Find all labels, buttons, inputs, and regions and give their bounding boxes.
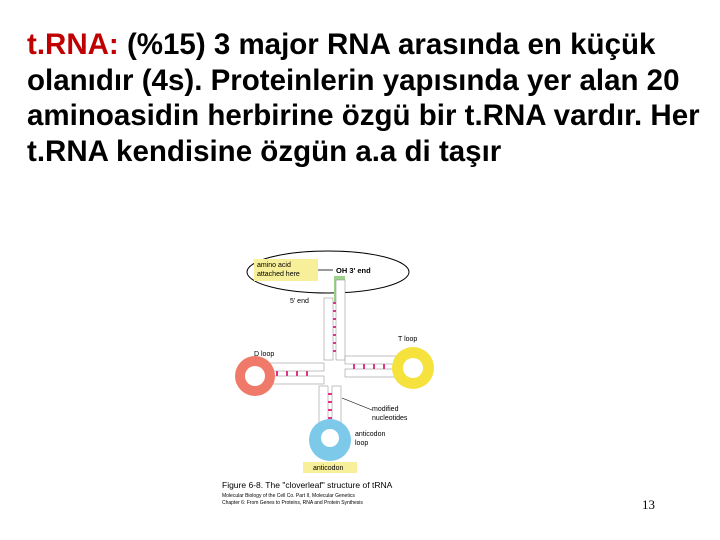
oh-three-prime-label: OH 3' end — [336, 266, 371, 275]
trna-cloverleaf-figure — [220, 248, 450, 510]
anticodon-label: anticodon — [313, 465, 344, 472]
five-prime-label: 5' end — [290, 298, 309, 305]
page-number: 13 — [642, 497, 655, 512]
anticodon-loop-center — [321, 429, 339, 447]
t-loop-label: T loop — [398, 336, 418, 343]
d-loop-center — [245, 366, 265, 386]
figure-caption-line2: Chapter 6: From Genes to Proteins, RNA and Protein Synthesis — [222, 500, 363, 506]
t-loop-center — [403, 358, 423, 378]
slide-body-text — [27, 27, 707, 169]
modified-label-line1: modified — [372, 406, 399, 413]
anticodon-loop-label-line1: anticodon — [355, 431, 386, 438]
d-arm — [268, 363, 324, 384]
anticodon-loop-label-line2: loop — [355, 440, 369, 447]
modified-pointer — [342, 398, 372, 410]
figure-caption-line1: Molecular Biology of the Cell Co. Part II, Molecular Genetics — [222, 493, 355, 499]
d-loop-label: D loop — [254, 351, 275, 358]
amino-acid-label-line1: amino acid — [257, 262, 291, 269]
modified-label-line2: nucleotides — [372, 415, 408, 422]
t-arm — [345, 356, 397, 377]
amino-acid-label-line2: attached here — [257, 271, 300, 278]
trna-term: t.RNA: — [27, 28, 119, 61]
figure-caption-title: Figure 6-8. The "cloverleaf" structure of tRNA — [222, 480, 393, 490]
trna-description: (%15) 3 major RNA arasında en küçük olanıdır (4s). Proteinlerin yapısında yer alan 20 aminoasidin herbirine özgü bir t.RNA vardır. Her t.RNA kendisine özgün a.a di taşır — [27, 28, 700, 168]
